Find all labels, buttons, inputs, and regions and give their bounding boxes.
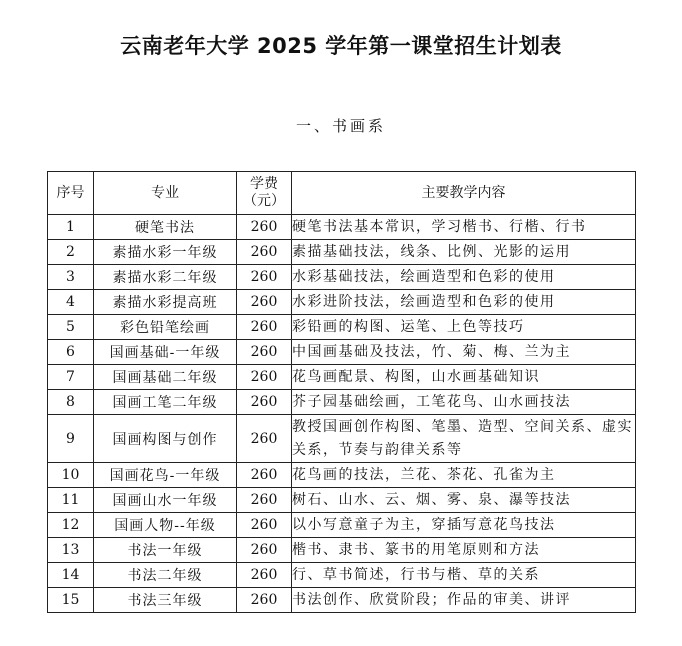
row-number: 10: [48, 463, 94, 488]
row-content: 以小写意童子为主，穿插写意花鸟技法: [292, 513, 636, 538]
row-content: 楷书、隶书、篆书的用笔原则和方法: [292, 538, 636, 563]
header-fee-label: 学费: [250, 176, 278, 192]
row-content: 水彩进阶技法，绘画造型和色彩的使用: [292, 290, 636, 315]
row-major: 书法一年级: [94, 538, 237, 563]
row-fee: 260: [237, 538, 292, 563]
row-content: 芥子园基础绘画，工笔花鸟、山水画技法: [292, 390, 636, 415]
row-number: 7: [48, 365, 94, 390]
table-row: [48, 365, 636, 390]
row-number: 4: [48, 290, 94, 315]
row-content: 行、草书简述，行书与楷、草的关系: [292, 563, 636, 588]
row-major: 彩色铅笔绘画: [94, 315, 237, 340]
row-number: 5: [48, 315, 94, 340]
row-major: 国画基础二年级: [94, 365, 237, 390]
row-major: 硬笔书法: [94, 215, 237, 240]
row-fee: 260: [237, 390, 292, 415]
row-major: 国画工笔二年级: [94, 390, 237, 415]
table-row: [48, 390, 636, 415]
row-number: 1: [48, 215, 94, 240]
row-fee: 260: [237, 415, 292, 463]
row-number: 9: [48, 415, 94, 463]
row-fee: 260: [237, 588, 292, 613]
header-major: 专业: [94, 172, 237, 215]
table-row: [48, 290, 636, 315]
row-content: 教授国画创作构图、笔墨、造型、空间关系、虚实关系，节奏与韵律关系等: [292, 415, 636, 463]
row-fee: 260: [237, 513, 292, 538]
row-content: 中国画基础及技法，竹、菊、梅、兰为主: [292, 340, 636, 365]
row-major: 国画人物--年级: [94, 513, 237, 538]
row-content: 素描基础技法，线条、比例、光影的运用: [292, 240, 636, 265]
table-row: [48, 463, 636, 488]
row-number: 2: [48, 240, 94, 265]
row-major: 素描水彩提高班: [94, 290, 237, 315]
table-header-row: [48, 172, 636, 215]
row-number: 15: [48, 588, 94, 613]
row-number: 12: [48, 513, 94, 538]
row-fee: 260: [237, 315, 292, 340]
row-number: 14: [48, 563, 94, 588]
table-row: [48, 340, 636, 365]
header-fee-unit: （元）: [243, 193, 285, 209]
row-content: 树石、山水、云、烟、雾、泉、瀑等技法: [292, 488, 636, 513]
row-content: 花鸟画的技法，兰花、茶花、孔雀为主: [292, 463, 636, 488]
table-row: [48, 538, 636, 563]
row-major: 国画基础-一年级: [94, 340, 237, 365]
header-fee: [237, 172, 292, 215]
row-fee: 260: [237, 265, 292, 290]
header-no: 序号: [48, 172, 94, 215]
row-content: 水彩基础技法，绘画造型和色彩的使用: [292, 265, 636, 290]
table-row: [48, 315, 636, 340]
row-number: 3: [48, 265, 94, 290]
row-content: 书法创作、欣赏阶段；作品的审美、讲评: [292, 588, 636, 613]
row-number: 8: [48, 390, 94, 415]
table-row: [48, 488, 636, 513]
row-major: 国画山水一年级: [94, 488, 237, 513]
row-fee: 260: [237, 290, 292, 315]
row-fee: 260: [237, 563, 292, 588]
header-content: 主要教学内容: [292, 172, 636, 215]
row-major: 素描水彩二年级: [94, 265, 237, 290]
enrollment-plan-table: [47, 171, 636, 613]
row-content: 彩铅画的构图、运笔、上色等技巧: [292, 315, 636, 340]
row-number: 13: [48, 538, 94, 563]
row-major: 书法三年级: [94, 588, 237, 613]
table-row: [48, 215, 636, 240]
table-row: [48, 265, 636, 290]
row-number: 6: [48, 340, 94, 365]
row-fee: 260: [237, 488, 292, 513]
table-row: [48, 240, 636, 265]
row-number: 11: [48, 488, 94, 513]
row-fee: 260: [237, 215, 292, 240]
table-row: [48, 513, 636, 538]
row-major: 书法二年级: [94, 563, 237, 588]
row-content: 硬笔书法基本常识，学习楷书、行楷、行书: [292, 215, 636, 240]
section-heading: 一、书画系: [295, 117, 386, 135]
table-row: [48, 415, 636, 463]
table-row: [48, 588, 636, 613]
row-major: 国画花鸟-一年级: [94, 463, 237, 488]
row-fee: 260: [237, 463, 292, 488]
row-major: 素描水彩一年级: [94, 240, 237, 265]
row-fee: 260: [237, 365, 292, 390]
row-major: 国画构图与创作: [94, 415, 237, 463]
table-row: [48, 563, 636, 588]
document-title: 云南老年大学 2025 学年第一课堂招生计划表: [120, 34, 562, 58]
row-content: 花鸟画配景、构图，山水画基础知识: [292, 365, 636, 390]
row-fee: 260: [237, 340, 292, 365]
row-fee: 260: [237, 240, 292, 265]
